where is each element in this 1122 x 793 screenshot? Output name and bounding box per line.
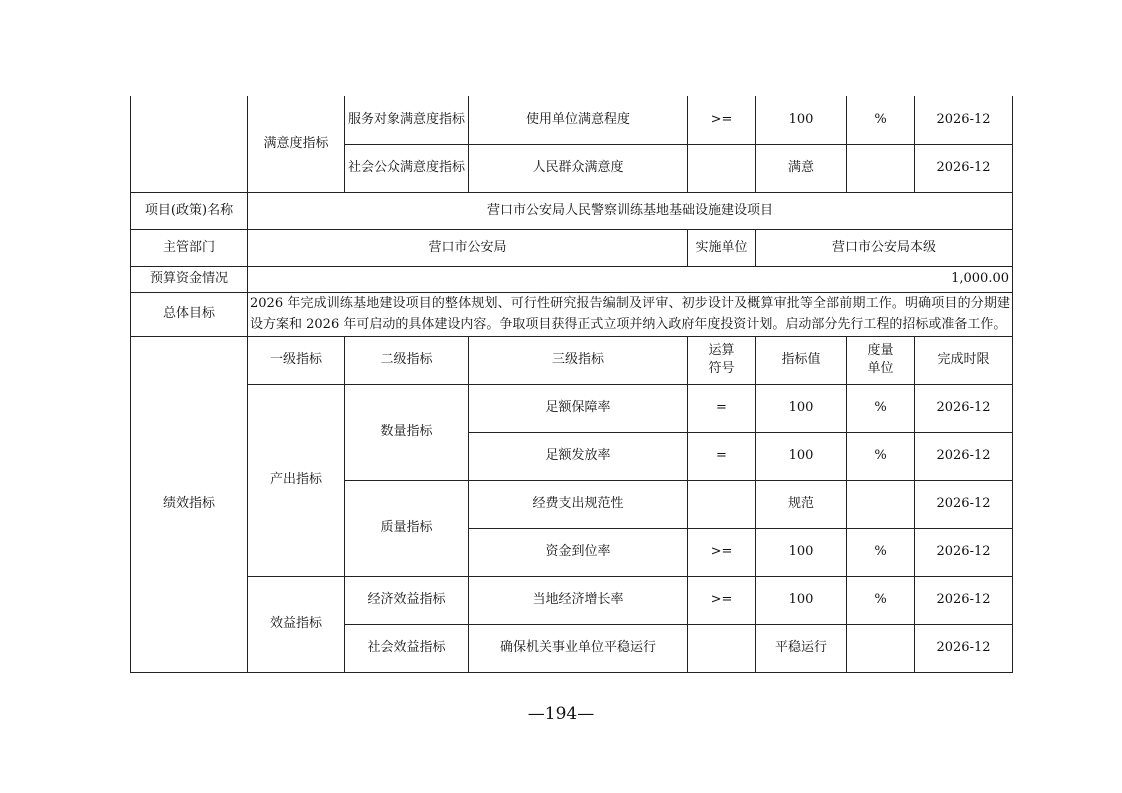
level3-indicator: 人民群众满意度 <box>469 144 688 192</box>
unit-cell: % <box>847 528 915 576</box>
table-row <box>131 336 1013 384</box>
target-value-cell: 100 <box>756 576 847 624</box>
table-row <box>131 266 1013 292</box>
performance-label: 绩效指标 <box>131 336 248 672</box>
deadline-cell: 2026-12 <box>915 144 1013 192</box>
target-value-cell: 规范 <box>756 480 847 528</box>
target-value-cell: 100 <box>756 432 847 480</box>
page-number: —194— <box>527 704 595 724</box>
unit-cell: % <box>847 432 915 480</box>
project-name-label: 项目(政策)名称 <box>131 192 248 229</box>
department-label: 主管部门 <box>131 229 248 266</box>
operator-cell <box>688 144 756 192</box>
operator-cell: >= <box>688 528 756 576</box>
level1-indicator: 效益指标 <box>248 576 345 672</box>
header-unit-line2: 单位 <box>867 361 894 376</box>
continued-empty-cell <box>131 96 248 192</box>
level2-indicator: 服务对象满意度指标 <box>345 96 469 144</box>
budget-value: 1,000.00 <box>248 266 1013 292</box>
level3-indicator: 经费支出规范性 <box>469 480 688 528</box>
level3-indicator: 足额发放率 <box>469 432 688 480</box>
level1-indicator: 满意度指标 <box>248 96 345 192</box>
operator-cell <box>688 480 756 528</box>
header-level2: 二级指标 <box>345 336 469 384</box>
level2-indicator: 数量指标 <box>345 384 469 480</box>
level3-indicator: 确保机关事业单位平稳运行 <box>469 624 688 672</box>
header-value: 指标值 <box>756 336 847 384</box>
budget-label: 预算资金情况 <box>131 266 248 292</box>
table-row <box>131 292 1013 336</box>
unit-cell <box>847 624 915 672</box>
unit-cell <box>847 144 915 192</box>
deadline-cell: 2026-12 <box>915 624 1013 672</box>
deadline-cell: 2026-12 <box>915 432 1013 480</box>
target-value-cell: 100 <box>756 528 847 576</box>
target-value-cell: 100 <box>756 96 847 144</box>
deadline-cell: 2026-12 <box>915 576 1013 624</box>
deadline-cell: 2026-12 <box>915 480 1013 528</box>
target-value-cell: 100 <box>756 384 847 432</box>
header-operator <box>688 336 756 384</box>
overall-goal-label: 总体目标 <box>131 292 248 336</box>
target-value-cell: 满意 <box>756 144 847 192</box>
level2-indicator: 经济效益指标 <box>345 576 469 624</box>
level3-indicator: 当地经济增长率 <box>469 576 688 624</box>
level3-indicator: 资金到位率 <box>469 528 688 576</box>
unit-cell: % <box>847 576 915 624</box>
header-operator-line2: 符号 <box>708 361 735 376</box>
header-level1: 一级指标 <box>248 336 345 384</box>
project-name-value: 营口市公安局人民警察训练基地基础设施建设项目 <box>248 192 1013 229</box>
table-row <box>131 229 1013 266</box>
unit-cell: % <box>847 96 915 144</box>
table-row <box>131 96 1013 144</box>
header-unit-line1: 度量 <box>867 343 894 358</box>
table-row <box>131 192 1013 229</box>
deadline-cell: 2026-12 <box>915 528 1013 576</box>
unit-cell: % <box>847 384 915 432</box>
unit-cell <box>847 480 915 528</box>
performance-table <box>130 96 1013 673</box>
level2-indicator: 质量指标 <box>345 480 469 576</box>
level3-indicator: 使用单位满意程度 <box>469 96 688 144</box>
implementing-unit-value: 营口市公安局本级 <box>756 229 1013 266</box>
header-level3: 三级指标 <box>469 336 688 384</box>
table-row <box>131 384 1013 432</box>
operator-cell: = <box>688 432 756 480</box>
deadline-cell: 2026-12 <box>915 96 1013 144</box>
department-value: 营口市公安局 <box>248 229 688 266</box>
deadline-cell: 2026-12 <box>915 384 1013 432</box>
level1-indicator: 产出指标 <box>248 384 345 576</box>
level2-indicator: 社会公众满意度指标 <box>345 144 469 192</box>
implementing-unit-label: 实施单位 <box>688 229 756 266</box>
operator-cell <box>688 624 756 672</box>
target-value-cell: 平稳运行 <box>756 624 847 672</box>
header-operator-line1: 运算 <box>708 343 735 358</box>
table-row <box>131 576 1013 624</box>
header-deadline: 完成时限 <box>915 336 1013 384</box>
overall-goal-value: 2026 年完成训练基地建设项目的整体规划、可行性研究报告编制及评审、初步设计及概算审批等全部前期工作。明确项目的分期建设方案和 2026 年可启动的具体建设内容。争取项目获得正式立项并纳入政府年度投资计划。启动部分先行工程的招标或准备工作。 <box>248 292 1013 336</box>
level3-indicator: 足额保障率 <box>469 384 688 432</box>
header-unit <box>847 336 915 384</box>
level2-indicator: 社会效益指标 <box>345 624 469 672</box>
operator-cell: >= <box>688 96 756 144</box>
operator-cell: = <box>688 384 756 432</box>
operator-cell: >= <box>688 576 756 624</box>
